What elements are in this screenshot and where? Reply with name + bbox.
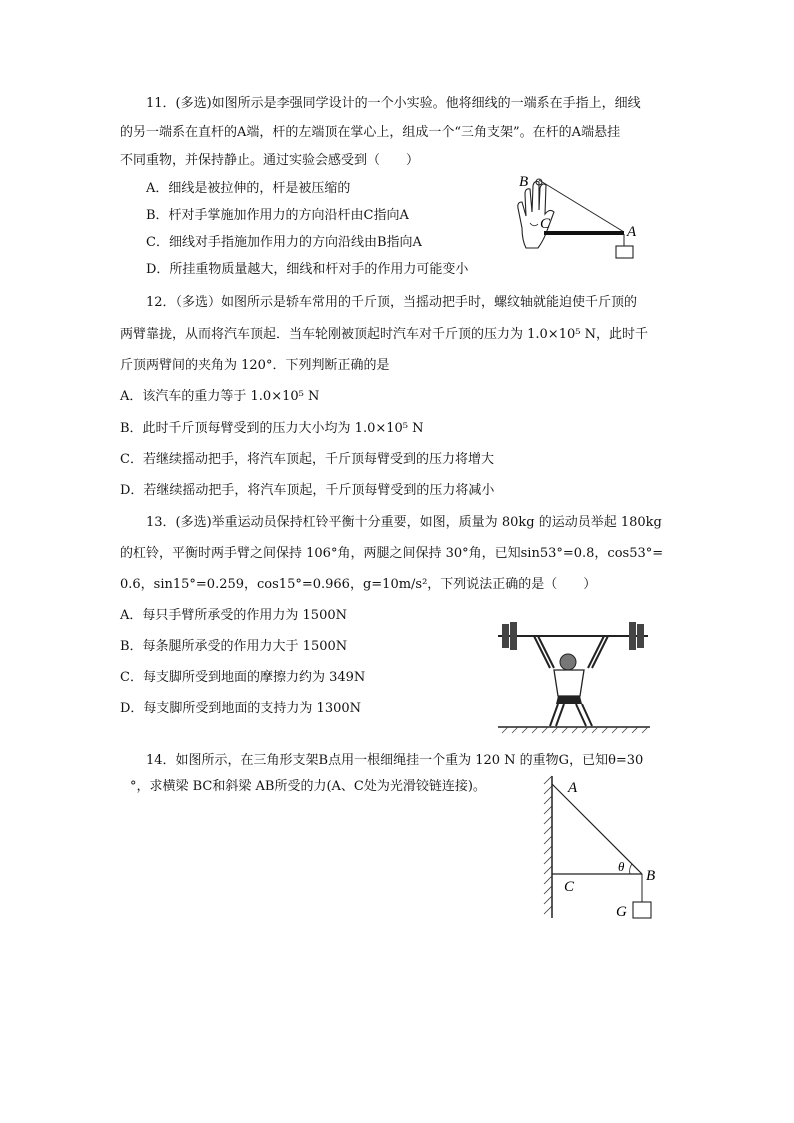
- q13-line-2: 的杠铃，平衡时两手臂之间保持 106°角，两腿之间保持 30°角，已知sin53°=0.8，cos53°=: [120, 546, 664, 561]
- q12-line-1: 12．（多选）如图所示是轿车常用的千斤顶，当摇动把手时，螺纹轴就能迫使千斤顶的: [146, 295, 638, 310]
- label-g: G: [616, 904, 627, 920]
- label-b: B: [646, 868, 656, 884]
- q13-option-d: D．每支脚所受到地面的支持力为 1300N: [120, 701, 362, 716]
- q13-option-c: C．每支脚所受到地面的摩擦力约为 349N: [120, 670, 366, 685]
- weightlifter-figure: [494, 618, 654, 734]
- label-c: C: [564, 879, 575, 895]
- q12-option-a: A．该汽车的重力等于 1.0×10⁵ N: [120, 389, 320, 404]
- q13-option-b: B．每条腿所承受的作用力大于 1500N: [120, 639, 348, 654]
- q12-line-2: 两臂靠拢，从而将汽车顶起．当车轮刚被顶起时汽车对千斤顶的压力为 1.0×10⁵ N，此时千: [120, 327, 648, 342]
- label-a: A: [627, 224, 637, 240]
- label-c: C: [540, 216, 551, 232]
- q11-line-3: 不同重物，并保持静止。通过实验会感受到（ ）: [120, 153, 420, 168]
- q13-line-3: 0.6，sin15°=0.259，cos15°=0.966，g=10m/s²，下列说法正确的是（ ）: [120, 577, 597, 592]
- truss-figure: [538, 774, 668, 924]
- label-theta: θ: [618, 859, 625, 874]
- q13-option-a: A．每只手臂所承受的作用力为 1500N: [120, 608, 347, 623]
- label-b: B: [519, 174, 529, 190]
- q12-option-d: D．若继续摇动把手，将汽车顶起，千斤顶每臂受到的压力将减小: [120, 483, 495, 498]
- q14-line-2: °，求横梁 BC和斜梁 AB所受的力(A、C处为光滑铰链连接)。: [130, 779, 486, 794]
- q11-option-a: A．细线是被拉伸的，杆是被压缩的: [146, 181, 351, 196]
- q12-line-3: 斤顶两臂间的夹角为 120°．下列判断正确的是: [120, 358, 390, 373]
- q13-line-1: 13．(多选)举重运动员保持杠铃平衡十分重要，如图，质量为 80kg 的运动员举起 180kg: [146, 515, 662, 530]
- q11-line-2: 的另一端系在直杆的A端，杆的左端顶在掌心上，组成一个“三角支架”。在杆的A端悬挂: [120, 125, 621, 140]
- q14-line-1: 14．如图所示，在三角形支架B点用一根细绳挂一个重为 120 N 的重物G，已知θ=30: [146, 753, 644, 768]
- q11-line-1: 11．(多选)如图所示是李强同学设计的一个小实验。他将细线的一端系在手指上，细线: [146, 96, 641, 111]
- q12-option-c: C．若继续摇动把手，将汽车顶起，千斤顶每臂受到的压力将增大: [120, 452, 494, 467]
- q11-option-c: C．细线对手指施加作用力的方向沿线由B指向A: [146, 235, 422, 250]
- label-a: A: [568, 780, 578, 796]
- q12-option-b: B．此时千斤顶每臂受到的压力大小均为 1.0×10⁵ N: [120, 421, 424, 436]
- q11-option-d: D．所挂重物质量越大，细线和杆对手的作用力可能变小: [146, 262, 469, 277]
- hand-rod-figure: [508, 168, 648, 264]
- q11-option-b: B．杆对手掌施加作用力的方向沿杆由C指向A: [146, 208, 409, 223]
